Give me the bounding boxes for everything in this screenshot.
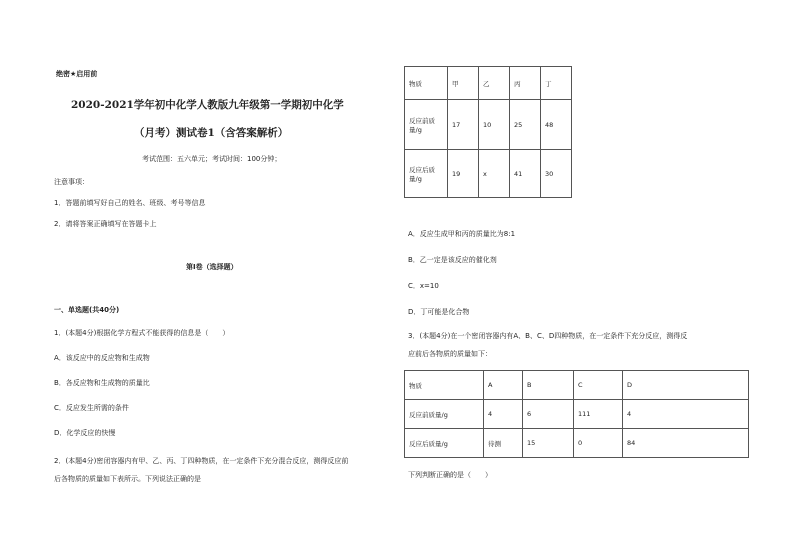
table-row <box>405 371 749 400</box>
q2-option-c: C．x=10 <box>408 282 439 290</box>
table-cell: 6 <box>523 400 574 429</box>
question-2-stem-line2: 后各物质的质量如下表所示。下列说法正确的是 <box>54 475 201 483</box>
question-2-stem-line1: 2．(本题4分)密闭容器内有甲、乙、丙、丁四种物质，在一定条件下充分混合反应，测得反应前 <box>54 457 349 465</box>
exam-scope: 考试范围：五六单元；考试时间：100分钟； <box>142 155 282 163</box>
table-row <box>405 100 572 150</box>
table-header-cell: C <box>574 371 623 400</box>
note-item: 1．答题前填写好自己的姓名、班级、考号等信息 <box>54 199 206 207</box>
table-cell: 41 <box>510 150 541 198</box>
table-header-cell: D <box>623 371 749 400</box>
table-cell: 48 <box>541 100 572 150</box>
q3-conclusion: 下列判断正确的是（ ） <box>408 471 492 479</box>
table-header-cell: 丁 <box>541 67 572 100</box>
q1-option-a: A．该反应中的反应物和生成物 <box>54 354 150 362</box>
table-cell: 17 <box>448 100 479 150</box>
table-row-label: 反应前质量/g <box>405 400 484 429</box>
q3-mass-table <box>404 370 749 458</box>
table-cell: 30 <box>541 150 572 198</box>
table-row <box>405 67 572 100</box>
table-cell: 4 <box>623 400 749 429</box>
question-3-stem-line1: 3．(本题4分)在一个密闭容器内有A、B、C、D四种物质，在一定条件下充分反应，测得反 <box>408 332 688 340</box>
volume-title: 第I卷（选择题） <box>186 263 238 271</box>
table-header-cell: 物质 <box>405 371 484 400</box>
table-cell: 19 <box>448 150 479 198</box>
row-label-part: 量/g <box>409 174 422 183</box>
table-cell: 待测 <box>484 429 523 458</box>
table-header-cell: 甲 <box>448 67 479 100</box>
table-row <box>405 429 749 458</box>
table-row-label <box>405 100 448 150</box>
table-header-cell: A <box>484 371 523 400</box>
question-3-stem-line2: 应前后各物质的质量如下： <box>408 350 492 358</box>
q2-option-a: A．反应生成甲和丙的质量比为8:1 <box>408 230 516 238</box>
table-header-cell: B <box>523 371 574 400</box>
q2-option-d: D．丁可能是化合物 <box>408 308 470 316</box>
row-label-part: 反应前质 <box>409 116 435 125</box>
row-label-part: 量/g <box>409 125 422 134</box>
table-row <box>405 150 572 198</box>
table-cell: x <box>479 150 510 198</box>
q1-option-d: D．化学反应的快慢 <box>54 429 116 437</box>
table-cell: 4 <box>484 400 523 429</box>
exam-title-line2: （月考）测试卷1（含答案解析） <box>134 127 289 139</box>
q1-option-b: B．各反应物和生成物的质量比 <box>54 379 150 387</box>
notes-heading: 注意事项： <box>54 178 89 186</box>
q2-option-b: B．乙一定是该反应的催化剂 <box>408 256 497 264</box>
table-cell: 15 <box>523 429 574 458</box>
table-header-cell: 乙 <box>479 67 510 100</box>
note-item: 2．请将答案正确填写在答题卡上 <box>54 220 157 228</box>
table-cell: 0 <box>574 429 623 458</box>
table-header-cell: 丙 <box>510 67 541 100</box>
secret-mark: 绝密★启用前 <box>56 70 98 78</box>
table-row <box>405 400 749 429</box>
table-header-cell: 物质 <box>405 67 448 100</box>
q2-mass-table <box>404 66 572 198</box>
part-title: 一、单选题(共40分) <box>54 306 120 314</box>
question-1-stem: 1．(本题4分)根据化学方程式不能获得的信息是（ ） <box>54 329 230 337</box>
row-label-part: 反应后质 <box>409 165 435 174</box>
table-cell: 111 <box>574 400 623 429</box>
exam-title-line1: 2020-2021学年初中化学人教版九年级第一学期初中化学 <box>71 99 344 111</box>
q1-option-c: C．反应发生所需的条件 <box>54 404 129 412</box>
table-cell: 84 <box>623 429 749 458</box>
table-cell: 10 <box>479 100 510 150</box>
table-row-label <box>405 150 448 198</box>
table-row-label: 反应后质量/g <box>405 429 484 458</box>
table-cell: 25 <box>510 100 541 150</box>
